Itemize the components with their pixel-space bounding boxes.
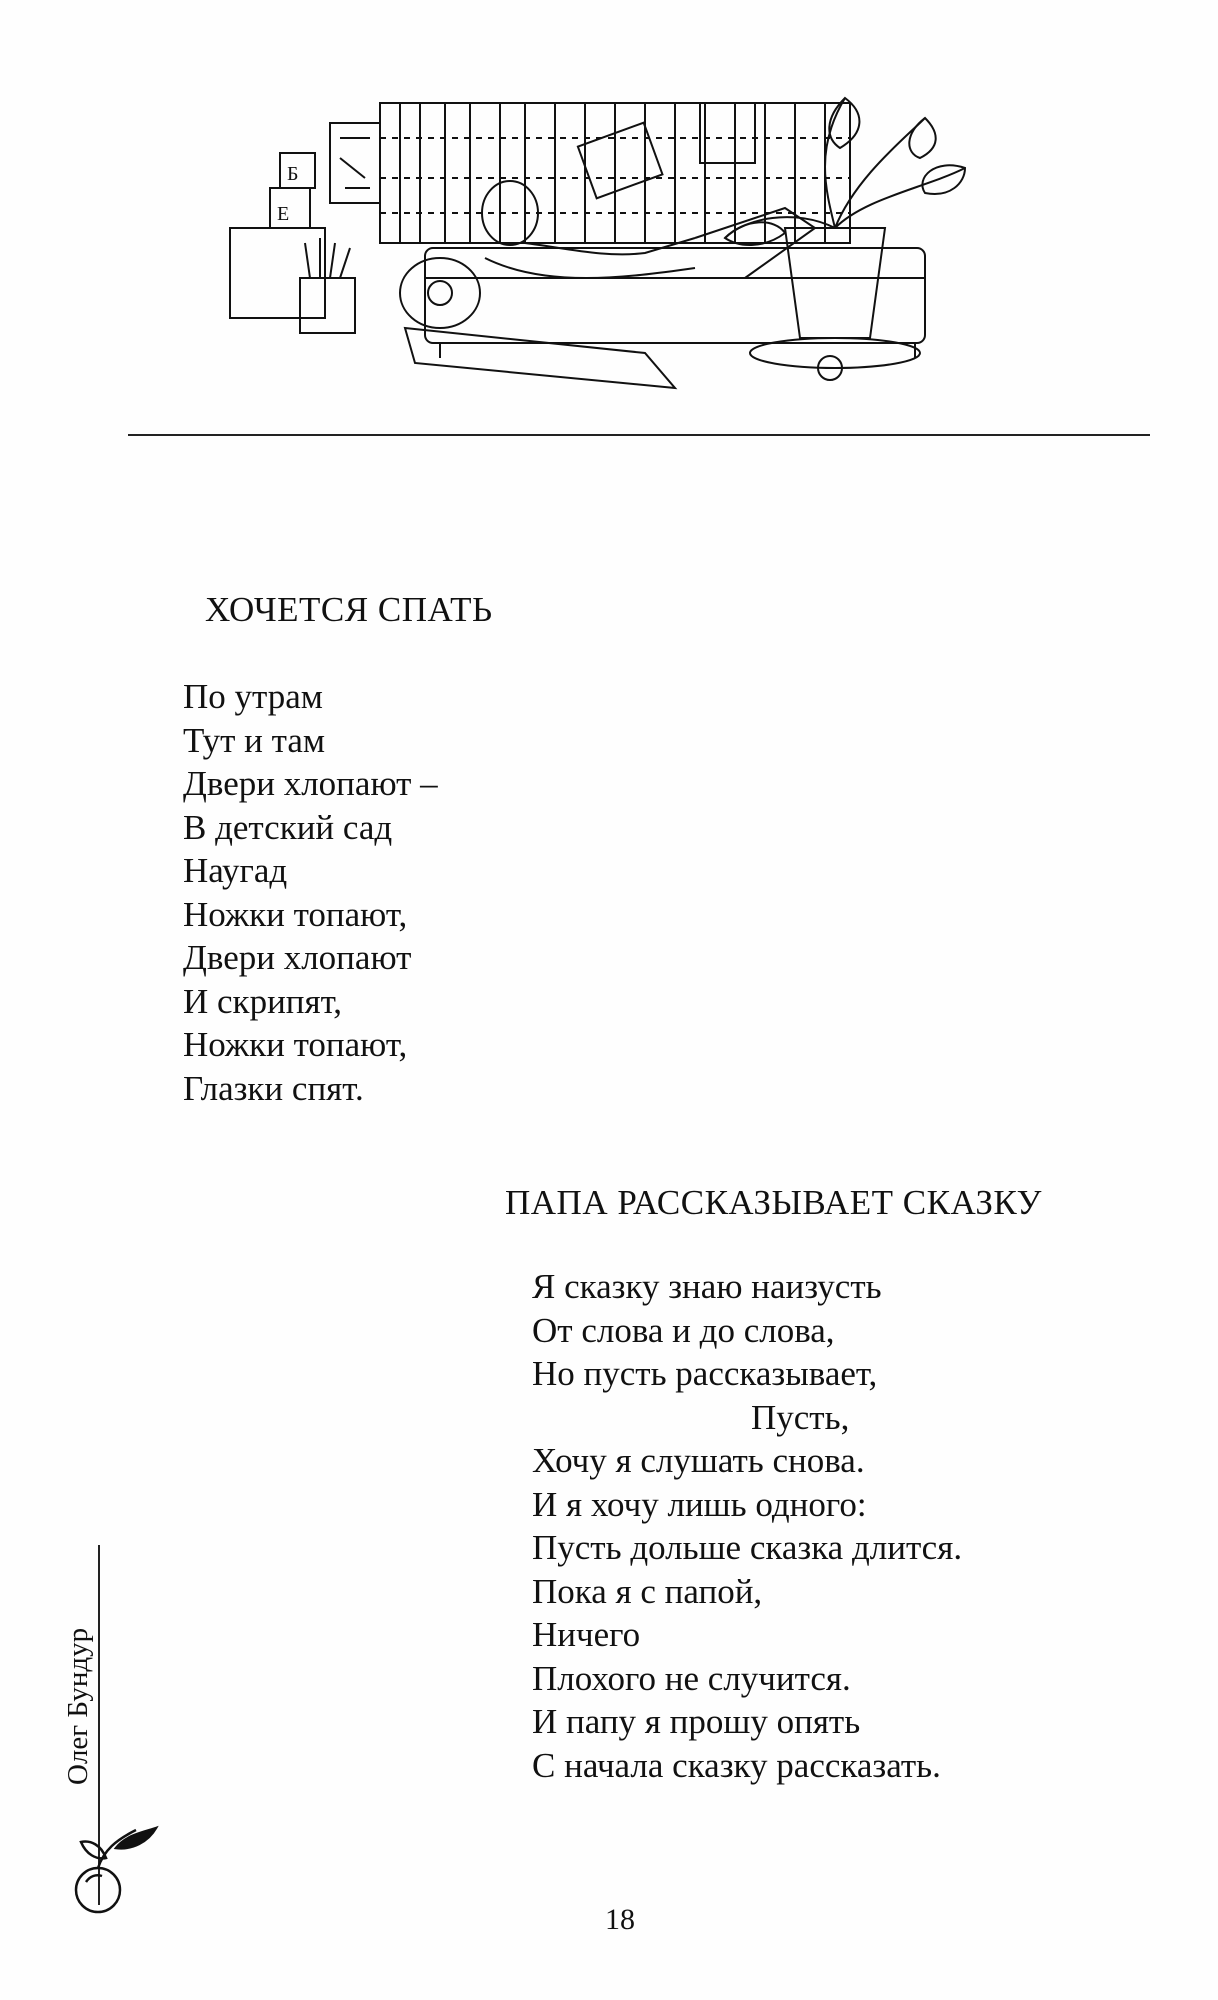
boy-reading-on-sofa-illustration [225,78,1095,418]
poem-line: Я сказку знаю наизусть [532,1267,882,1306]
poem-title-1: ХОЧЕТСЯ СПАТЬ [205,590,493,629]
poem-body-1 [183,675,438,1110]
author-name: Олег Бундур [62,1627,94,1785]
poem-line: Пусть дольше сказка длится. [532,1528,963,1567]
poem-line: Тут и там [183,720,326,760]
poem-line: От слова и до слова, [532,1310,835,1350]
poem-line: Но пусть рассказывает, [532,1354,878,1393]
svg-text:Е: Е [277,203,290,225]
page-number: 18 [605,1903,635,1936]
poem-line: С начала сказку рассказать. [532,1745,941,1785]
poem-line: По утрам [183,677,323,716]
poem-line: Двери хлопают – [183,764,438,803]
poem-line: Пусть, [751,1397,850,1437]
poem-line: Пока я с папой, [532,1571,763,1611]
poem-line: И папу я прошу опять [532,1702,861,1741]
poem-line: Ничего [532,1615,641,1654]
poem-line: И скрипят, [183,981,343,1021]
poem-line: Ножки топают, [183,894,408,934]
apple-branch-icon [66,1820,166,1920]
poem-line: Плохого не случится. [532,1658,851,1698]
svg-text:Б: Б [287,163,299,185]
poem-line: Двери хлопают [183,938,412,977]
poem-body-2 [532,1265,962,1787]
poem-title-2: ПАПА РАССКАЗЫВАЕТ СКАЗКУ [505,1183,1042,1222]
poem-line: Ножки топают, [183,1025,408,1064]
poem-line: Хочу я слушать снова. [532,1441,865,1480]
header-divider [128,434,1150,436]
poem-line: Глазки спят. [183,1068,364,1108]
poem-line: И я хочу лишь одного: [532,1484,867,1524]
poem-line: В детский сад [183,807,393,847]
poem-line: Наугад [183,851,288,890]
